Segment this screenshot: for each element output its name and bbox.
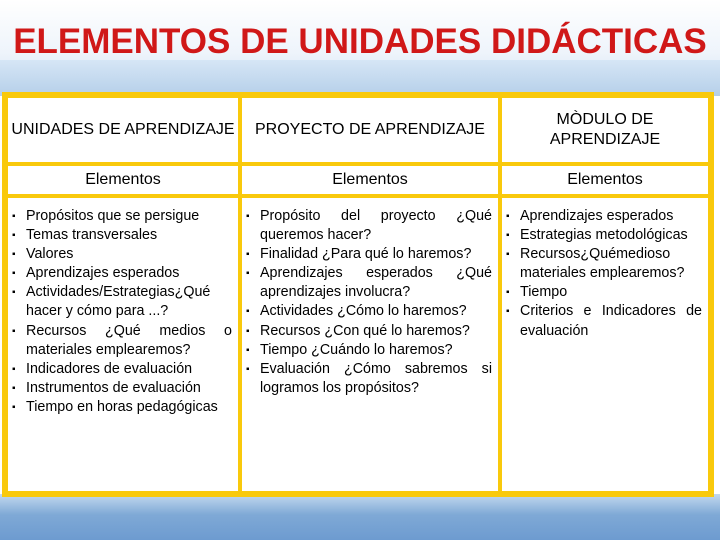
list-item: ▪ Propósitos que se persigue <box>12 207 232 226</box>
proyecto-elements-list <box>242 198 498 398</box>
list-item: ▪ Tiempo <box>506 283 702 302</box>
body-unidades <box>8 198 238 491</box>
list-item: ▪ Recursos ¿Con qué lo haremos? <box>246 322 492 341</box>
list-item: ▪ Indicadores de evaluación <box>12 360 232 379</box>
list-item: ▪ Propósito del proyecto ¿Qué queremos hacer? <box>246 207 492 245</box>
list-item: ▪ Tiempo ¿Cuándo lo haremos? <box>246 341 492 360</box>
list-item: ▪ Instrumentos de evaluación <box>12 379 232 398</box>
elements-table <box>2 92 714 497</box>
list-item: ▪ Evaluación ¿Cómo sabremos si logramos los propósitos? <box>246 360 492 398</box>
header-modulo: MÒDULO DE APRENDIZAJE <box>502 98 708 162</box>
body-proyecto <box>242 198 498 491</box>
list-item: ▪ Temas transversales <box>12 226 232 245</box>
list-item: ▪ Aprendizajes esperados <box>506 207 702 226</box>
subheader-proyecto: Elementos <box>242 166 498 194</box>
list-item: ▪ Actividades/Estrategias¿Qué hacer y cómo para ...? <box>12 283 232 321</box>
header-unidades: UNIDADES DE APRENDIZAJE <box>8 98 238 162</box>
header-proyecto: PROYECTO DE APRENDIZAJE <box>242 98 498 162</box>
list-item: ▪ Recursos¿Quémedioso materiales emplearemos? <box>506 245 702 283</box>
list-item: ▪ Actividades ¿Cómo lo haremos? <box>246 302 492 321</box>
slide-title: ELEMENTOS DE UNIDADES DIDÁCTICAS <box>13 22 707 61</box>
background-bottom <box>0 494 720 540</box>
list-item: ▪ Recursos ¿Qué medios o materiales emplearemos? <box>12 322 232 360</box>
list-item: ▪ Aprendizajes esperados ¿Qué aprendizajes involucra? <box>246 264 492 302</box>
subheader-unidades: Elementos <box>8 166 238 194</box>
list-item: ▪ Estrategias metodológicas <box>506 226 702 245</box>
modulo-elements-list <box>502 198 708 341</box>
body-modulo <box>502 198 708 491</box>
list-item: ▪ Valores <box>12 245 232 264</box>
list-item: ▪ Criterios e Indicadores de evaluación <box>506 302 702 340</box>
list-item: ▪ Tiempo en horas pedagógicas <box>12 398 232 417</box>
list-item: ▪ Aprendizajes esperados <box>12 264 232 283</box>
subheader-modulo: Elementos <box>502 166 708 194</box>
unidades-elements-list <box>8 198 238 417</box>
list-item: ▪ Finalidad ¿Para qué lo haremos? <box>246 245 492 264</box>
